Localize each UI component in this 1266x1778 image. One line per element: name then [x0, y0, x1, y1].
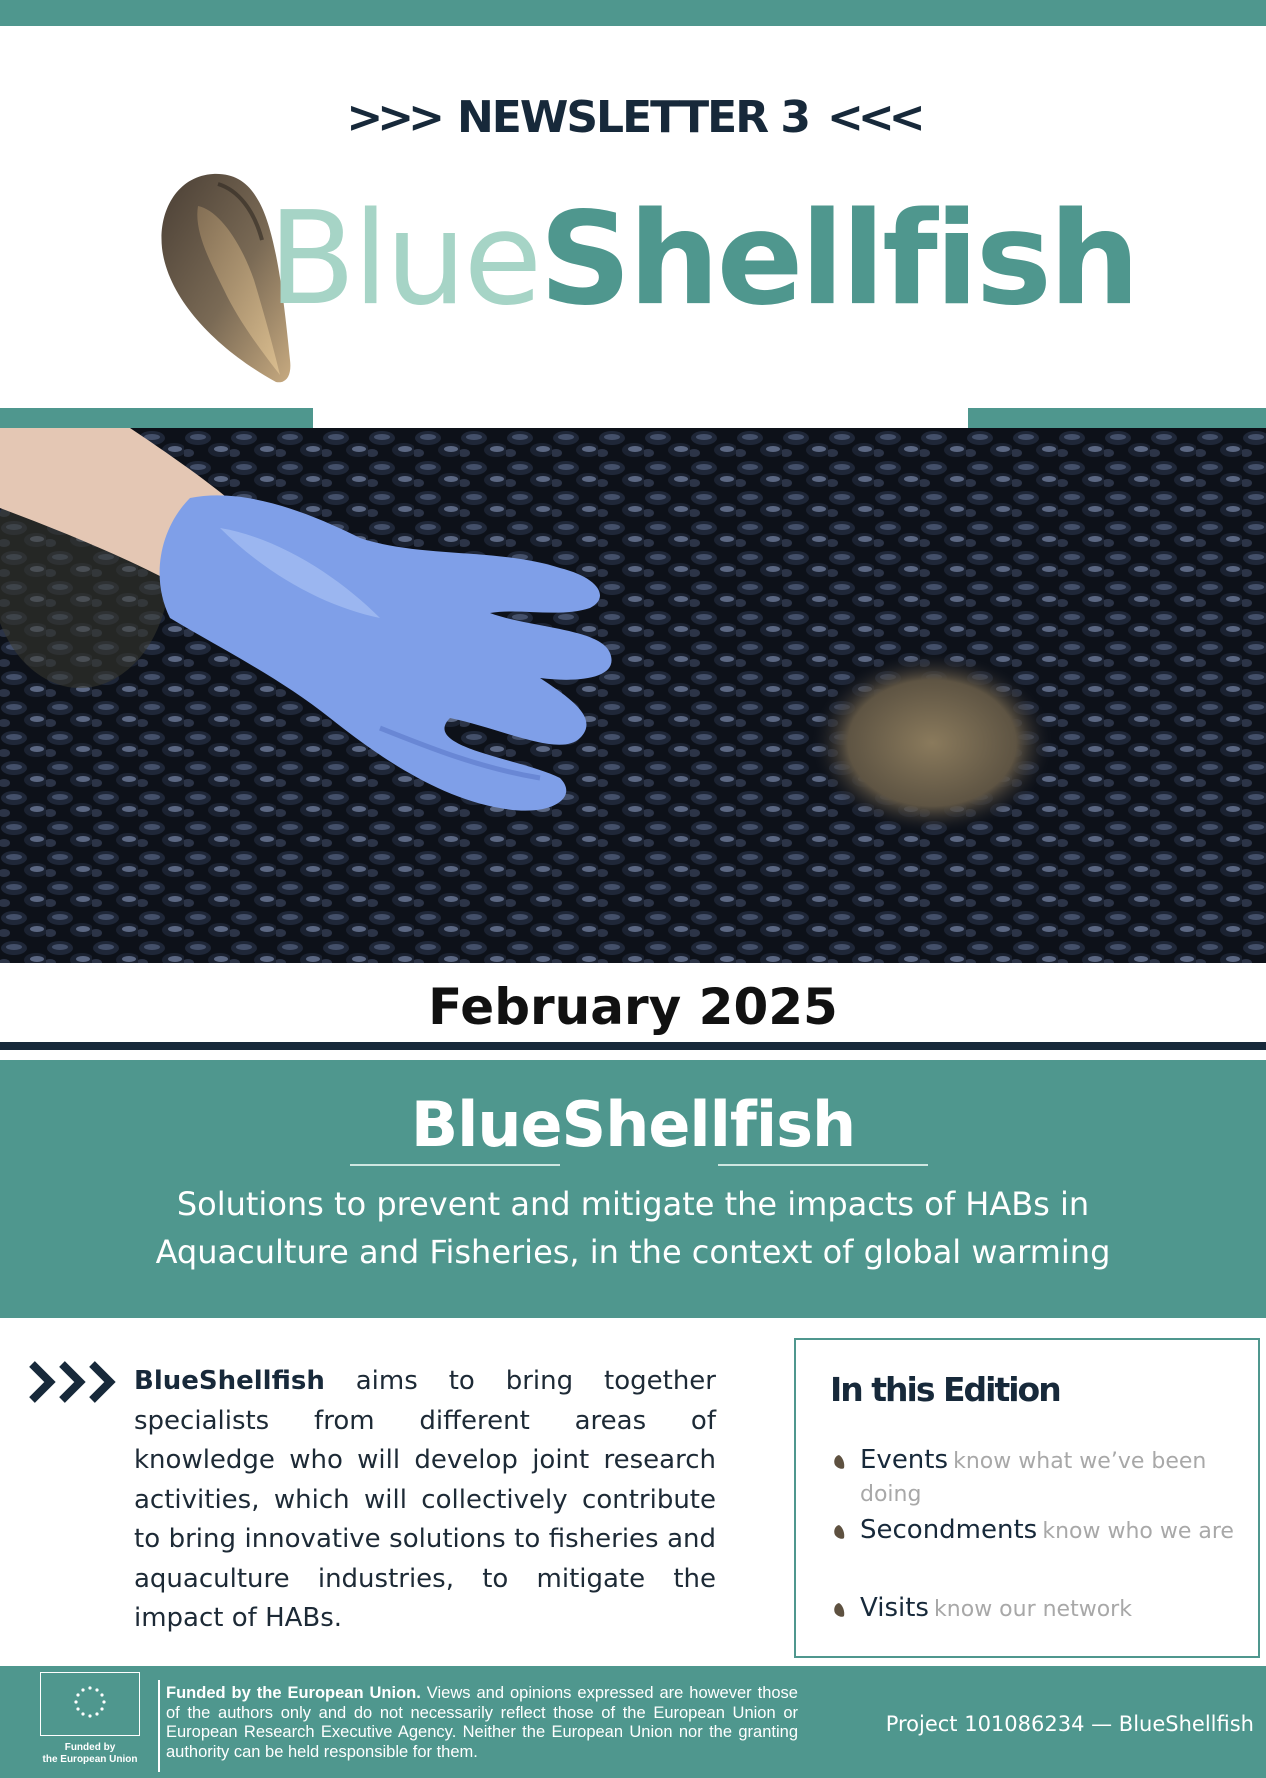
issue-date: February 2025: [428, 978, 838, 1036]
intro-body: aims to bring together specialists from different areas of knowledge who will develop joint research activities, which will collectively contribute to bring innovative solutions to fisheries and aquaculture industries, to mitigate the impact of HABs.: [134, 1366, 716, 1633]
banner-subtitle: [60, 1180, 1206, 1276]
mussel-bullet-icon: [832, 1602, 846, 1618]
eu-flag-logo: [40, 1672, 140, 1736]
edition-title: In this Edition: [830, 1370, 1060, 1409]
mussel-bullet-icon: [832, 1524, 846, 1540]
intro-paragraph: [134, 1362, 716, 1639]
eu-caption: [30, 1742, 150, 1766]
top-color-band: [0, 0, 1266, 26]
hero-photo-mussels: [0, 428, 1266, 963]
funding-disclaimer: [166, 1684, 798, 1762]
banner-rule-left: [350, 1164, 560, 1166]
edition-item-secondments[interactable]: [832, 1514, 1252, 1549]
eu-caption-line-2: the European Union: [42, 1754, 138, 1765]
project-reference: Project 101086234 — BlueShellfish: [885, 1712, 1254, 1736]
edition-item-label: Secondments: [860, 1515, 1038, 1545]
brand-wordmark: [268, 185, 1137, 334]
triple-chevron-icon: [28, 1358, 122, 1406]
edition-item-desc: know what we’ve been doing: [860, 1449, 1207, 1507]
edition-item-desc: know our network: [934, 1597, 1132, 1622]
eu-caption-line-1: Funded by: [64, 1742, 116, 1753]
eu-stars-icon: [41, 1673, 139, 1735]
banner-subtitle-line-2: Aquaculture and Fisheries, in the context of global warming: [155, 1233, 1111, 1271]
brand-word-blue: Blue: [268, 185, 540, 334]
brand-word-shellfish: Shellfish: [539, 185, 1137, 334]
date-rule: [0, 1042, 1266, 1050]
edition-item-events[interactable]: [832, 1444, 1252, 1512]
banner-title: BlueShellfish: [410, 1088, 856, 1161]
edition-item-label: Visits: [860, 1593, 929, 1623]
chevrons-left: >>>: [346, 92, 439, 143]
footer-divider: [158, 1680, 160, 1772]
banner-subtitle-line-1: Solutions to prevent and mitigate the impacts of HABs in: [176, 1185, 1090, 1223]
banner-rule-right: [718, 1164, 928, 1166]
disclaimer-text: Views and opinions expressed are however those of the authors only and do not necessarily reflect those of the European Union or European Research Executive Agency. Neither the European Union nor the granting authority can be held responsible for them.: [166, 1684, 798, 1761]
intro-brand: BlueShellfish: [134, 1366, 325, 1396]
newsletter-heading: [0, 92, 1266, 143]
newsletter-title: NEWSLETTER 3: [456, 92, 810, 143]
mussel-bullet-icon: [832, 1454, 846, 1470]
edition-item-visits[interactable]: [832, 1592, 1252, 1627]
chevrons-right: <<<: [827, 92, 920, 143]
disclaimer-bold: Funded by the European Union.: [166, 1684, 421, 1702]
edition-item-desc: know who we are: [1042, 1519, 1234, 1544]
edition-item-label: Events: [860, 1445, 949, 1475]
